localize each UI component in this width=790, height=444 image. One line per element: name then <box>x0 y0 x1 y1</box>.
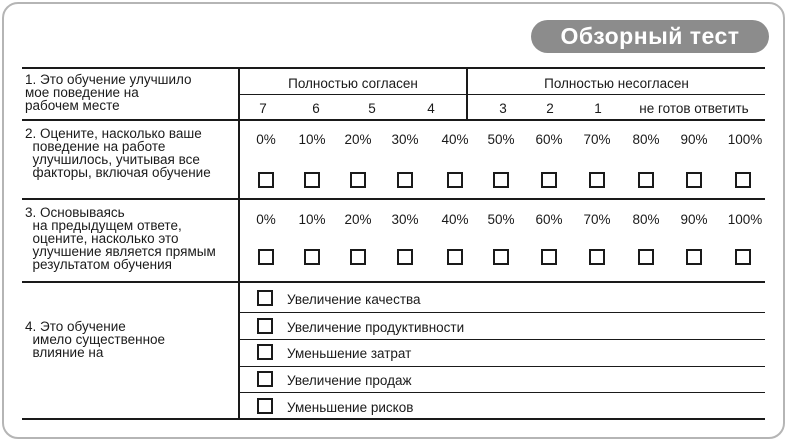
q2-pct-60: 60% <box>535 132 563 147</box>
q2-checkbox-70[interactable] <box>589 172 605 188</box>
q3-checkbox-50[interactable] <box>493 249 509 265</box>
q4-line-1: 4. Это обучение <box>25 319 126 334</box>
q4-checkbox-risks[interactable] <box>257 398 273 414</box>
q3-line-5: результатом обучения <box>32 257 172 272</box>
scale-not-ready: не готов ответить <box>639 101 749 116</box>
q2-checkbox-20[interactable] <box>350 172 366 188</box>
q3-label <box>25 206 216 271</box>
rule-q1-mid <box>239 94 765 95</box>
q2-label <box>25 127 211 179</box>
q4-option-quality: Увеличение качества <box>287 292 421 307</box>
scale-7: 7 <box>259 101 267 116</box>
q2-checkbox-30[interactable] <box>397 172 413 188</box>
q3-pct-30: 30% <box>391 212 419 227</box>
q3-checkbox-80[interactable] <box>638 249 654 265</box>
q2-checkbox-60[interactable] <box>541 172 557 188</box>
q3-checkbox-0[interactable] <box>258 249 274 265</box>
rule-q1-bottom <box>22 119 765 121</box>
q2-checkbox-40[interactable] <box>447 172 463 188</box>
q4-option-costs: Уменьшение затрат <box>287 346 412 361</box>
q3-pct-0: 0% <box>256 212 276 227</box>
q4-line-3: влияние на <box>32 345 104 360</box>
q3-pct-100: 100% <box>727 212 763 227</box>
q3-checkbox-40[interactable] <box>447 249 463 265</box>
scale-5: 5 <box>368 101 376 116</box>
q3-line-4: улучшение является прямым <box>32 244 216 259</box>
rule-label-column <box>238 67 240 420</box>
q2-checkbox-100[interactable] <box>735 172 751 188</box>
q3-checkbox-60[interactable] <box>541 249 557 265</box>
q3-checkbox-20[interactable] <box>350 249 366 265</box>
q2-pct-0: 0% <box>256 132 276 147</box>
q2-pct-70: 70% <box>583 132 611 147</box>
q4-option-risks: Уменьшение рисков <box>287 400 414 415</box>
q2-pct-30: 30% <box>391 132 419 147</box>
scale-3: 3 <box>499 101 507 116</box>
q2-pct-40: 40% <box>441 132 469 147</box>
q3-checkbox-10[interactable] <box>304 249 320 265</box>
rule-q2-bottom <box>22 198 765 200</box>
q3-pct-50: 50% <box>487 212 515 227</box>
q3-line-1: 3. Основываясь <box>25 205 125 220</box>
q4-checkbox-sales[interactable] <box>257 371 273 387</box>
q3-pct-90: 90% <box>680 212 708 227</box>
rule-bottom <box>22 418 765 420</box>
q3-checkbox-90[interactable] <box>686 249 702 265</box>
q3-pct-20: 20% <box>344 212 372 227</box>
q3-pct-40: 40% <box>441 212 469 227</box>
q4-option-sales: Увеличение продаж <box>287 373 412 388</box>
q2-checkbox-80[interactable] <box>638 172 654 188</box>
q2-checkbox-10[interactable] <box>304 172 320 188</box>
q3-pct-80: 80% <box>632 212 660 227</box>
q3-line-2: на предыдущем ответе, <box>32 218 182 233</box>
disagree-label: Полностью несогласен <box>544 76 689 91</box>
q2-pct-10: 10% <box>298 132 326 147</box>
scale-2: 2 <box>546 101 554 116</box>
q2-pct-100: 100% <box>727 132 763 147</box>
q2-line-4: факторы, включая обучение <box>32 165 211 180</box>
q3-pct-10: 10% <box>298 212 326 227</box>
q2-pct-80: 80% <box>632 132 660 147</box>
rule-q3-bottom <box>22 281 765 283</box>
scale-6: 6 <box>312 101 320 116</box>
rule-agree-divider <box>466 67 468 121</box>
q4-label <box>25 320 165 359</box>
q2-checkbox-90[interactable] <box>686 172 702 188</box>
q3-pct-60: 60% <box>535 212 563 227</box>
q4-line-2: имело существенное <box>32 332 166 347</box>
q2-line-2: поведение на работе <box>32 139 166 154</box>
q1-line-2: мое поведение на <box>25 85 139 100</box>
q2-pct-90: 90% <box>680 132 708 147</box>
q1-line-3: рабочем месте <box>25 98 120 113</box>
scale-1: 1 <box>594 101 602 116</box>
q1-line-1: 1. Это обучение улучшило <box>25 72 192 87</box>
q2-checkbox-50[interactable] <box>493 172 509 188</box>
survey-title: Обзорный тест <box>531 20 769 53</box>
rule-top <box>22 67 765 69</box>
q1-label <box>25 73 192 112</box>
q3-checkbox-30[interactable] <box>397 249 413 265</box>
q2-pct-20: 20% <box>344 132 372 147</box>
agree-label: Полностью согласен <box>288 76 418 91</box>
rule-q4-1 <box>239 312 765 313</box>
q4-checkbox-productivity[interactable] <box>257 318 273 334</box>
q4-checkbox-costs[interactable] <box>257 344 273 360</box>
q4-checkbox-quality[interactable] <box>257 290 273 306</box>
q3-checkbox-100[interactable] <box>735 249 751 265</box>
q2-pct-50: 50% <box>487 132 515 147</box>
q3-line-3: оцените, насколько это <box>32 231 179 246</box>
rule-q4-3 <box>239 366 765 367</box>
scale-4: 4 <box>427 101 435 116</box>
q2-line-3: улучшилось, учитывая все <box>32 152 200 167</box>
rule-q4-2 <box>239 339 765 340</box>
q4-option-productivity: Увеличение продуктивности <box>287 320 465 335</box>
q3-checkbox-70[interactable] <box>589 249 605 265</box>
q3-pct-70: 70% <box>583 212 611 227</box>
q2-checkbox-0[interactable] <box>258 172 274 188</box>
q2-line-1: 2. Оцените, насколько ваше <box>25 126 202 141</box>
rule-q4-4 <box>239 392 765 393</box>
